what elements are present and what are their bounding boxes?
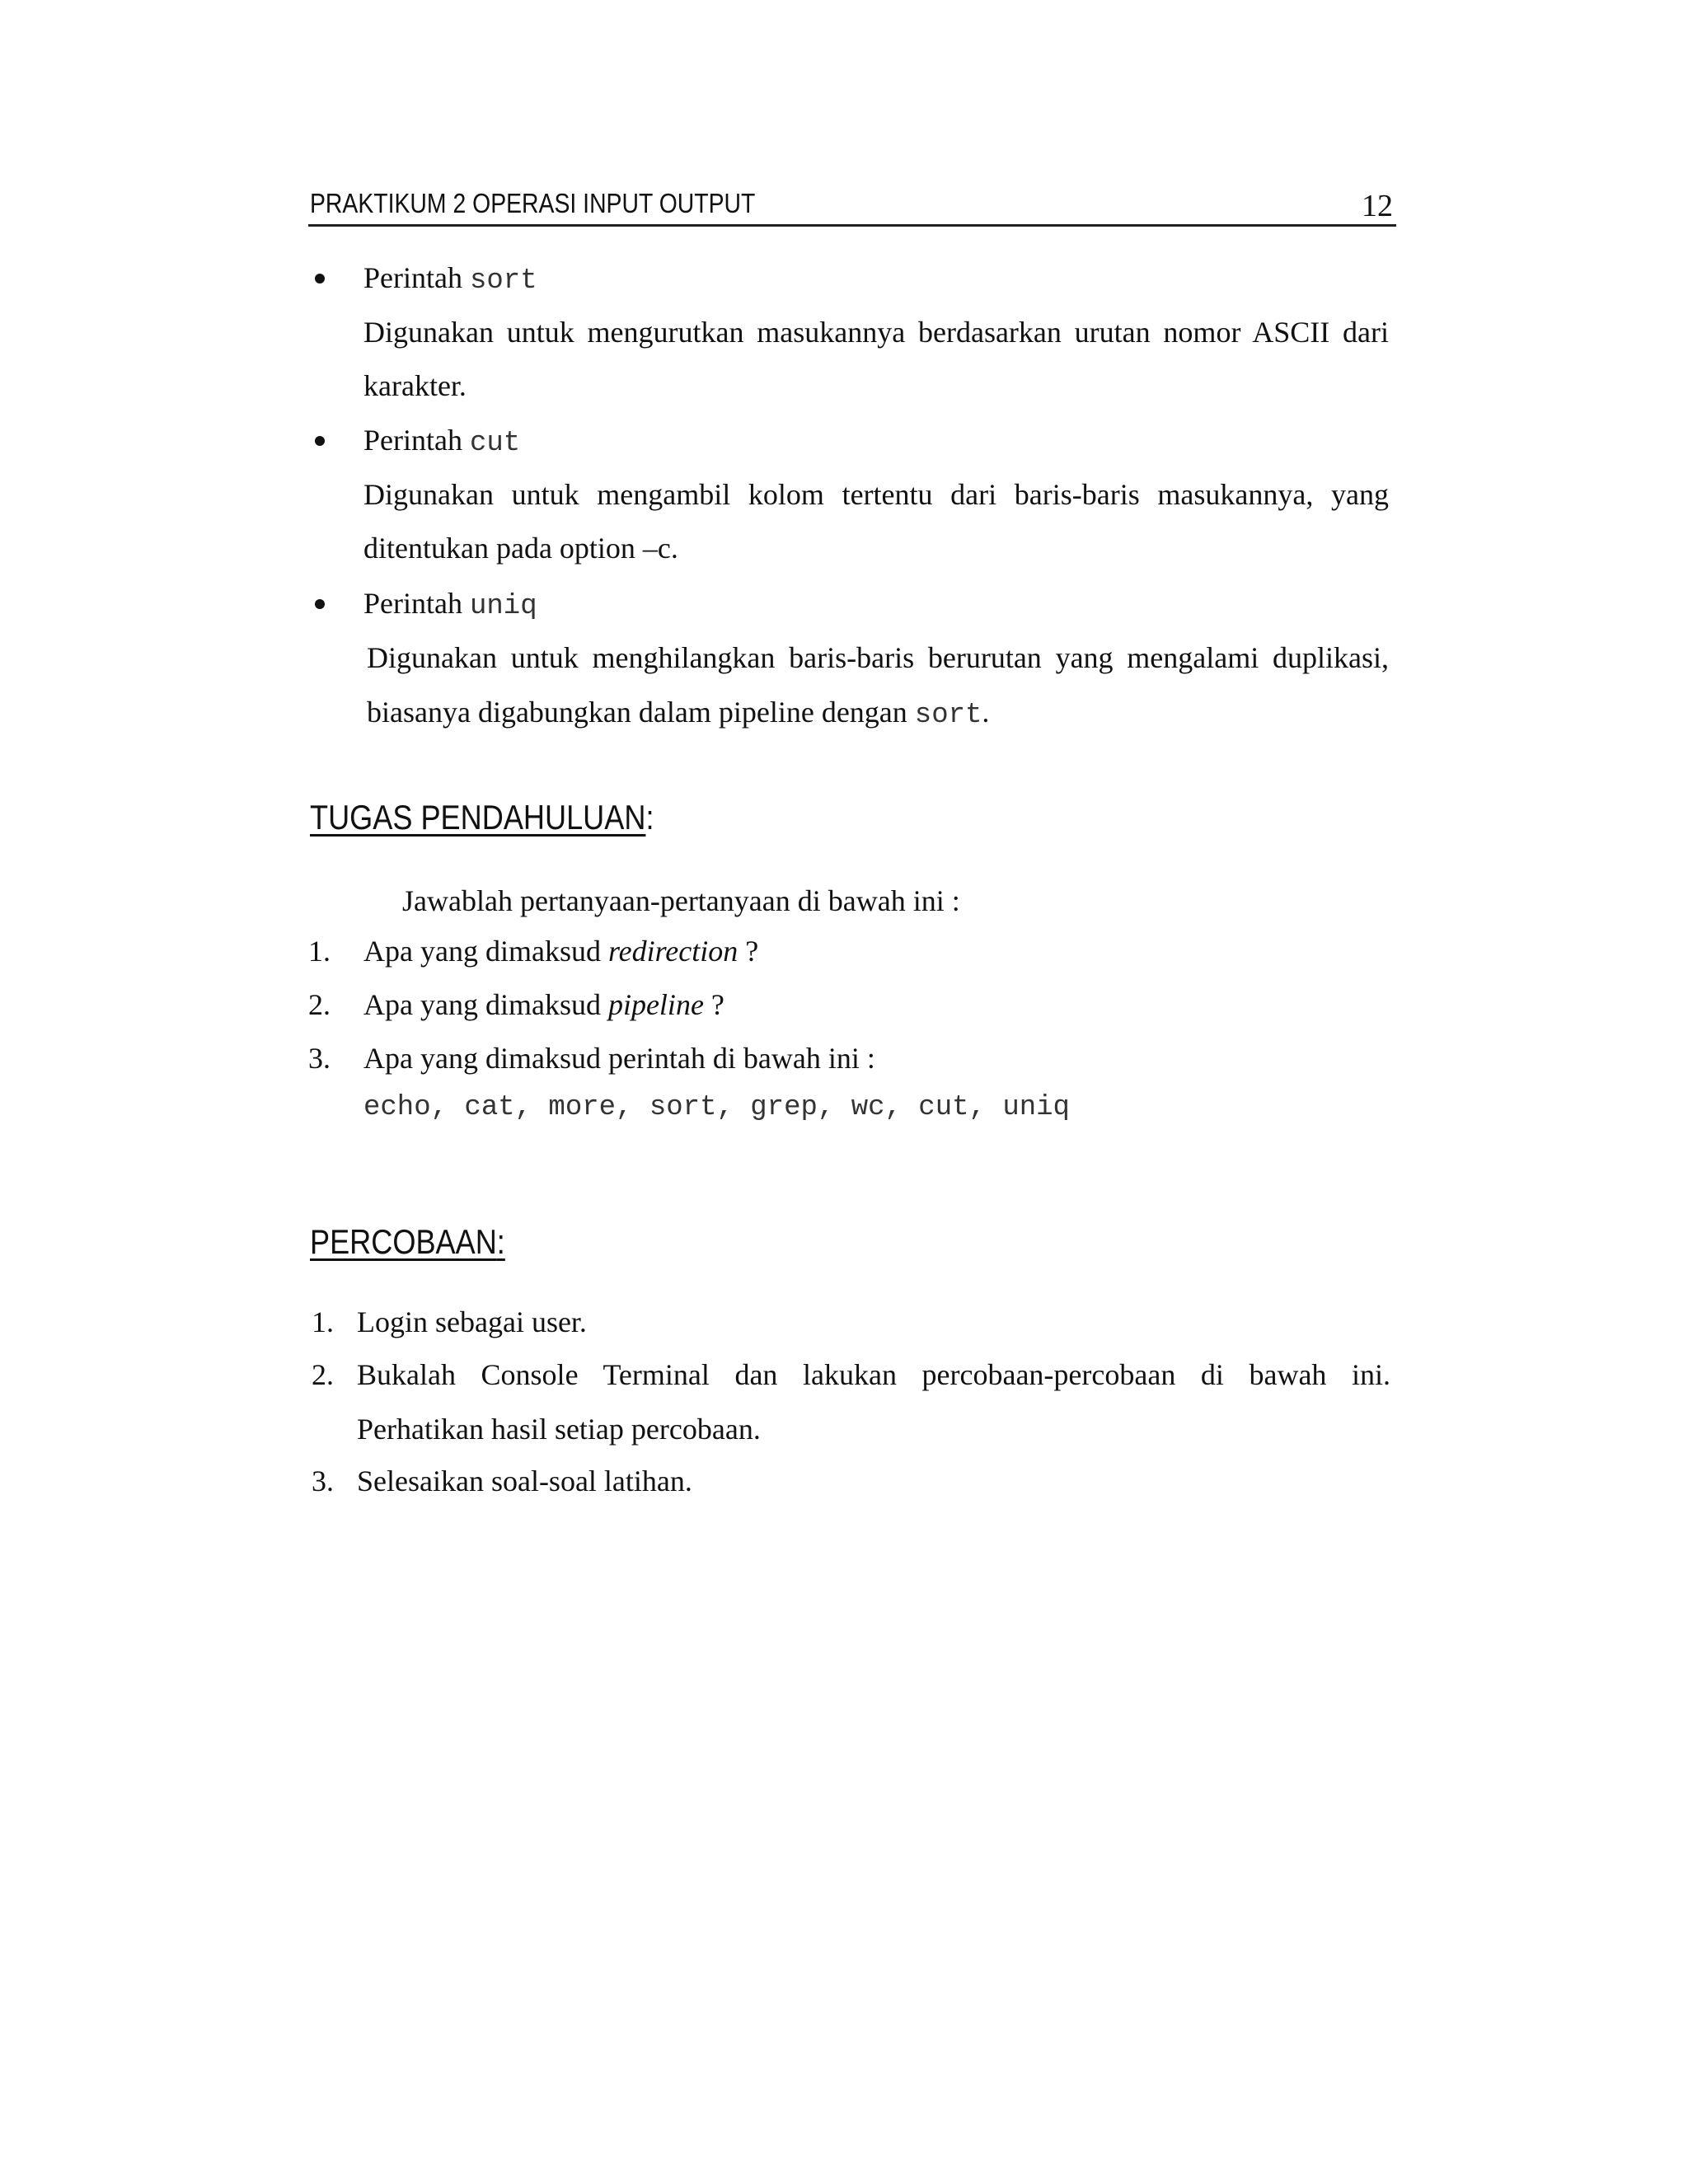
list-number: 3.: [308, 1042, 331, 1075]
section-heading-text: TUGAS PENDAHULUAN: [310, 798, 646, 837]
commands-list: echo, cat, more, sort, grep, wc, cut, uniq: [363, 1092, 1070, 1123]
command-heading-sort: [363, 260, 537, 297]
list-number: 1.: [312, 1305, 334, 1338]
command-label: Perintah: [363, 587, 462, 620]
command-desc-line: ditentukan pada option –c.: [363, 532, 678, 565]
list-item: Selesaikan soal-soal latihan.: [357, 1465, 692, 1497]
bullet-icon: [315, 436, 325, 446]
tugas-intro: Jawablah pertanyaan-pertanyaan di bawah ini :: [402, 884, 960, 917]
desc-text: .: [982, 696, 990, 729]
list-item: Bukalah Console Terminal dan lakukan percobaan-percobaan di bawah ini.: [357, 1358, 1390, 1391]
list-item: Apa yang dimaksud perintah di bawah ini :: [363, 1042, 875, 1075]
command-name: cut: [469, 428, 521, 459]
list-number: 2.: [308, 988, 331, 1021]
command-desc-line: [367, 695, 989, 731]
command-label: Perintah: [363, 261, 462, 294]
question-term: pipeline: [607, 988, 704, 1021]
list-number: 1.: [308, 935, 331, 968]
command-name: uniq: [469, 591, 537, 622]
list-item-continuation: Perhatikan hasil setiap percobaan.: [357, 1413, 761, 1446]
command-desc-line: Digunakan untuk menghilangkan baris-baris berurutan yang mengalami duplikasi,: [367, 641, 1389, 674]
command-heading-cut: [363, 423, 520, 459]
page-number: 12: [1362, 189, 1393, 223]
question-mark: ?: [745, 935, 759, 968]
list-item: Login sebagai user.: [357, 1305, 587, 1338]
header-title: PRAKTIKUM 2 OPERASI INPUT OUTPUT: [310, 188, 756, 218]
list-number: 2.: [312, 1358, 334, 1391]
list-number: 3.: [312, 1465, 334, 1497]
desc-text: biasanya digabungkan dalam pipeline dengan: [367, 696, 907, 729]
command-heading-uniq: [363, 586, 537, 622]
section-heading-tugas: [310, 798, 654, 837]
section-heading-text: PERCOBAAN: [310, 1222, 497, 1261]
command-desc-line: Digunakan untuk mengambil kolom tertentu dari baris-baris masukannya, yang: [363, 478, 1389, 511]
command-desc-line: Digunakan untuk mengurutkan masukannya berdasarkan urutan nomor ASCII dari: [363, 316, 1389, 349]
question-term: redirection: [607, 935, 738, 968]
question-text: Apa yang dimaksud: [363, 988, 601, 1021]
section-heading-colon: :: [496, 1222, 505, 1261]
command-name: sort: [469, 265, 537, 297]
command-label: Perintah: [363, 424, 462, 457]
inline-code: sort: [914, 700, 982, 731]
command-desc-line: karakter.: [363, 369, 467, 402]
bullet-icon: [315, 274, 325, 284]
bullet-icon: [315, 599, 325, 609]
list-item: [363, 934, 758, 968]
list-item: [363, 987, 724, 1022]
section-heading-percobaan: [310, 1222, 505, 1262]
question-text: Apa yang dimaksud: [363, 935, 601, 968]
section-heading-colon: :: [645, 798, 654, 837]
page-header: [308, 183, 1396, 227]
question-mark: ?: [710, 988, 724, 1021]
